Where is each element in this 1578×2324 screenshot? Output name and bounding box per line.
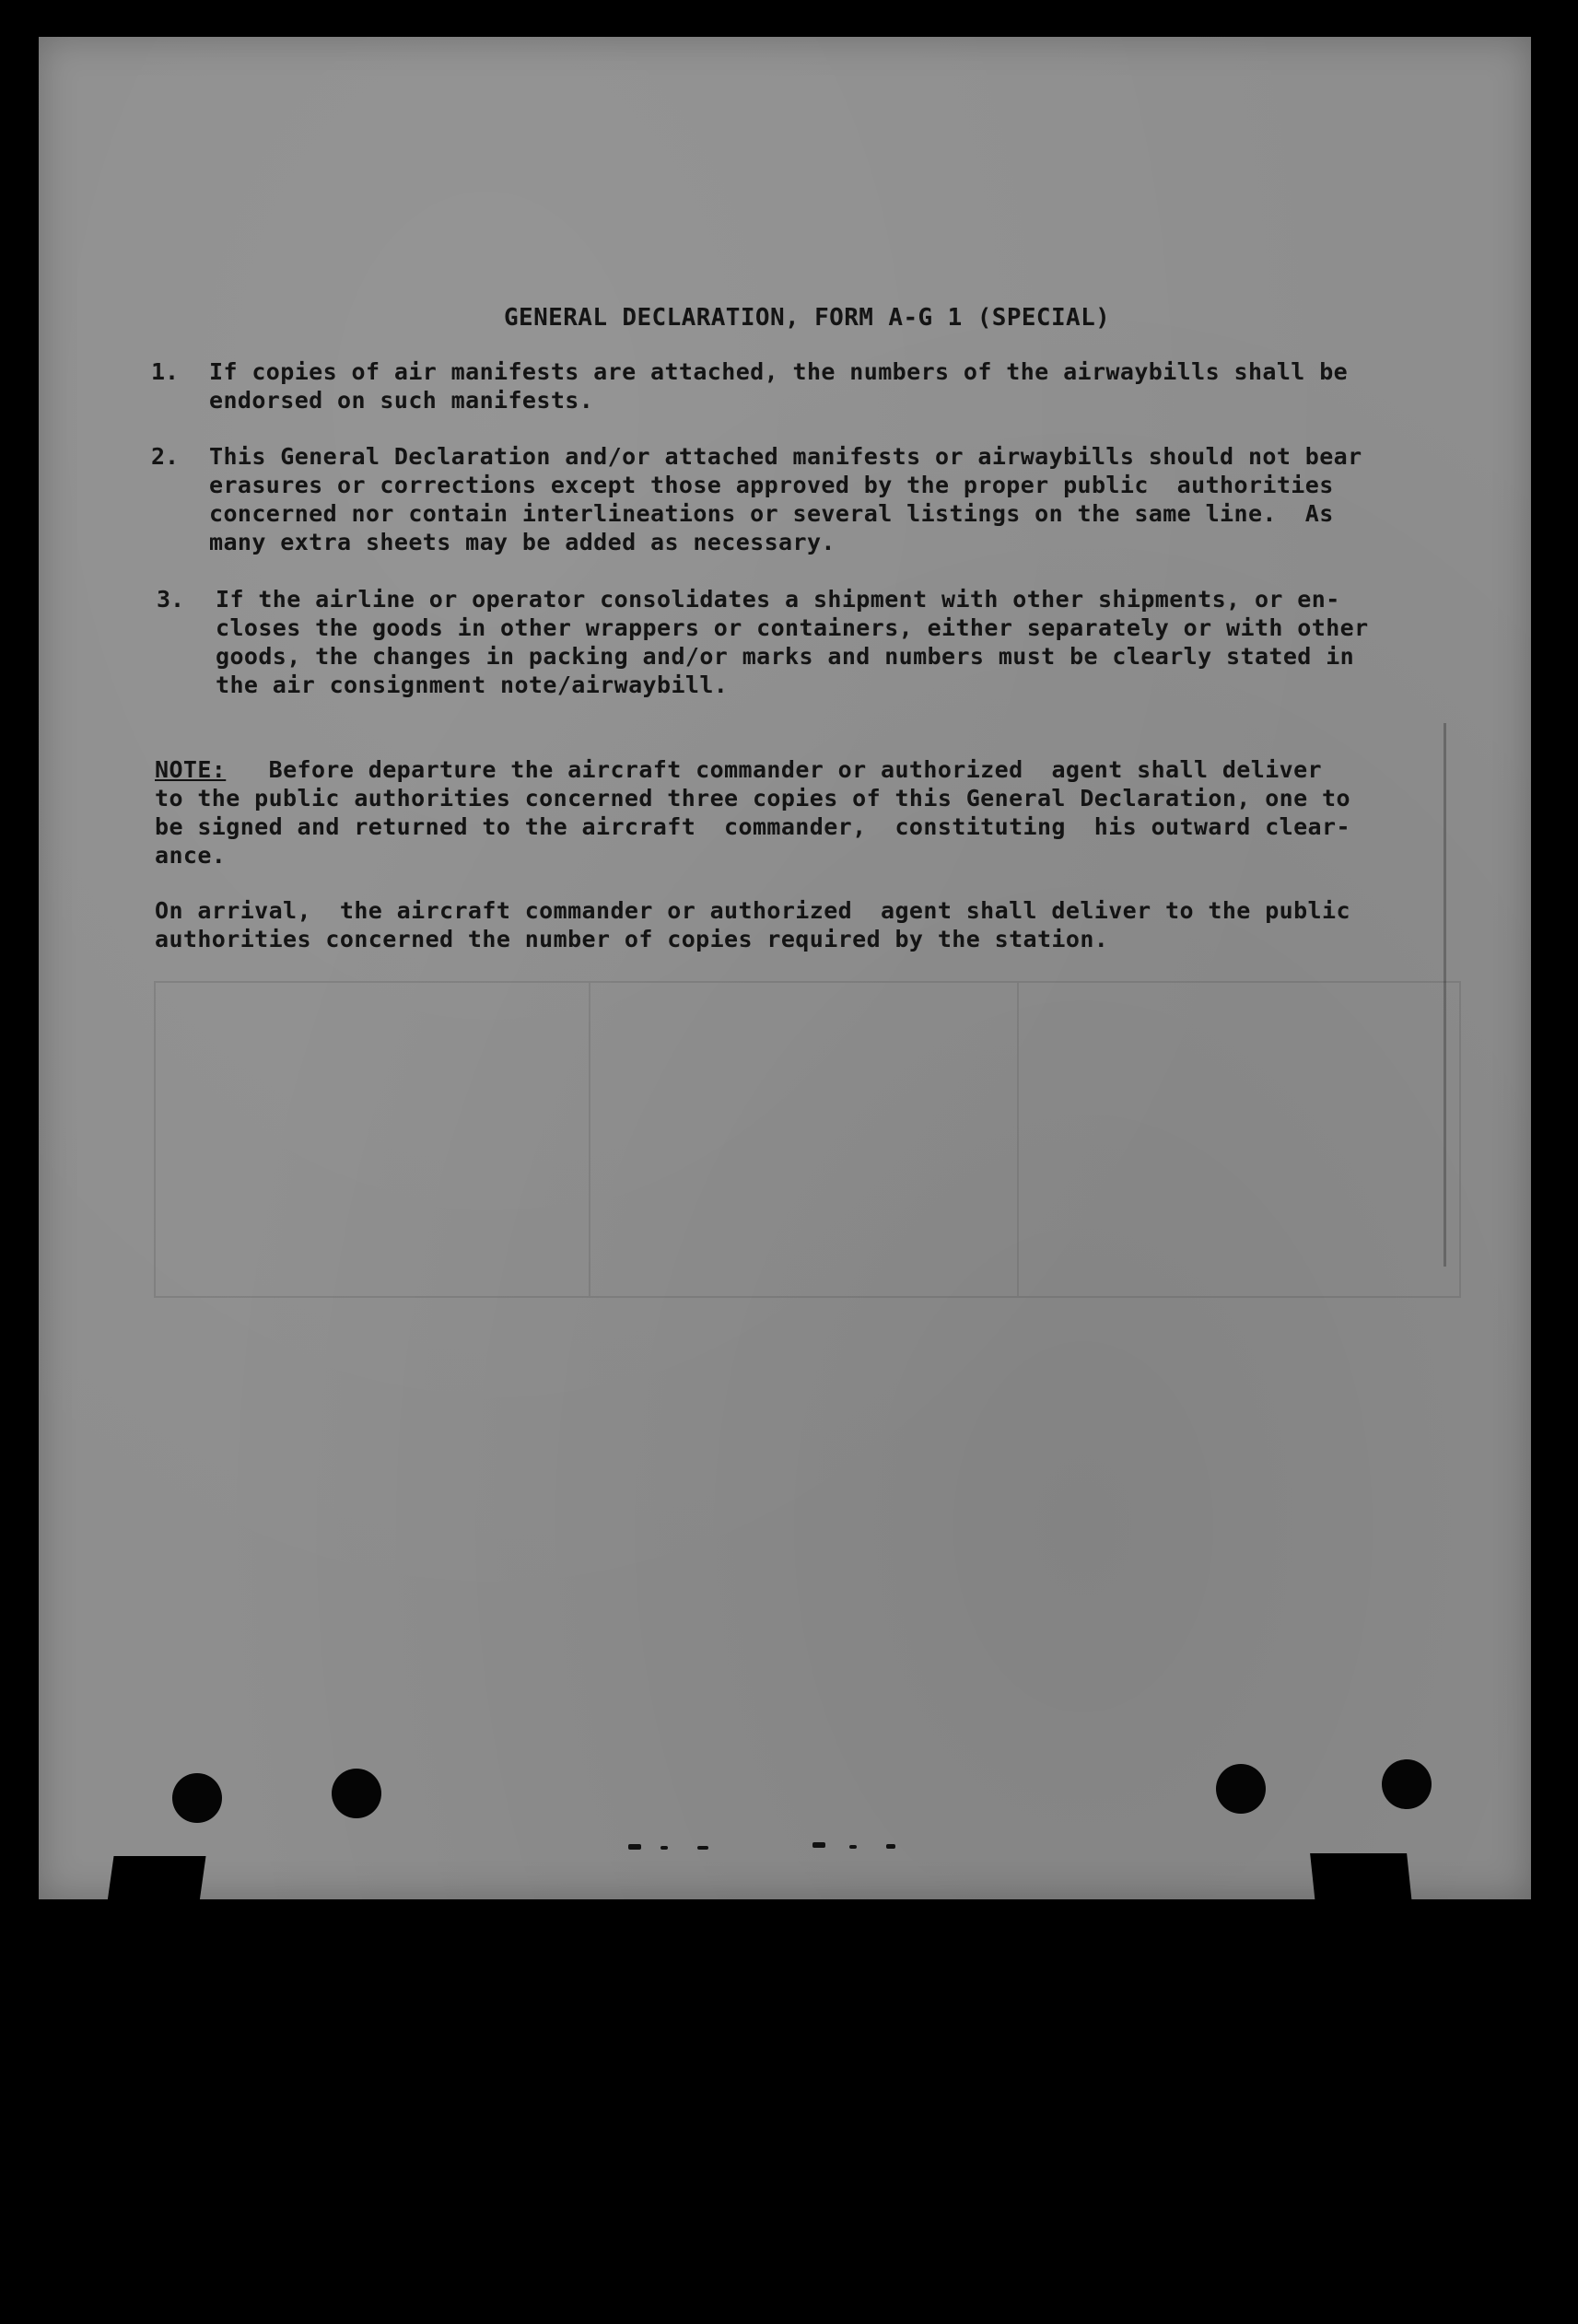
speck [886,1844,895,1849]
speck [628,1844,641,1850]
item-2-number: 2. [151,443,180,470]
speck [697,1846,708,1850]
punch-hole [1216,1764,1266,1814]
item-2-line-1: This General Declaration and/or attached manifests or airwaybills should not bear [209,443,1362,470]
item-3-line-4: the air consignment note/airwaybill. [216,672,729,698]
note-line-4: ance. [155,842,227,869]
bleed-through-column [589,983,590,1296]
arrival-line-2: authorities concerned the number of copies required by the station. [155,926,1109,952]
item-3-line-2: closes the goods in other wrappers or containers, either separately or with other [216,614,1369,641]
item-3-number: 3. [157,586,185,613]
note-label: NOTE: [155,756,227,783]
item-1-line-2: endorsed on such manifests. [209,387,594,414]
item-2-line-3: concerned nor contain interlineations or several listings on the same line. As [209,500,1334,527]
item-3-line-3: goods, the changes in packing and/or marks and numbers must be clearly stated in [216,643,1355,670]
arrival-line-1: On arrival, the aircraft commander or authorized agent shall deliver to the public [155,897,1350,924]
punch-hole [1382,1759,1432,1809]
item-1-number: 1. [151,358,180,385]
bleed-through-table [154,981,1461,1298]
punch-hole [332,1769,381,1818]
bleed-through-rule [1444,723,1446,1267]
bleed-through-column [1017,983,1019,1296]
speck [660,1846,668,1850]
note-line-3: be signed and returned to the aircraft commander, constituting his outward clear- [155,813,1350,840]
speck [849,1845,857,1849]
note-line-2: to the public authorities concerned three copies of this General Declaration, one to [155,785,1350,812]
edge-notch [1310,1853,1412,1904]
item-2-line-2: erasures or corrections except those approved by the proper public authorities [209,472,1334,498]
edge-notch [107,1856,205,1902]
note-first-line [155,755,1322,784]
punch-hole [172,1773,222,1823]
item-1-line-1: If copies of air manifests are attached, the numbers of the airwaybills shall be [209,358,1349,385]
item-3-line-1: If the airline or operator consolidates a shipment with other shipments, or en- [216,586,1340,613]
document-title: GENERAL DECLARATION, FORM A-G 1 (SPECIAL) [504,304,1111,332]
item-2-line-4: many extra sheets may be added as necessary. [209,529,836,555]
document-page [39,37,1531,1899]
speck [812,1842,825,1848]
note-line-1: Before departure the aircraft commander or authorized agent shall deliver [226,756,1323,783]
